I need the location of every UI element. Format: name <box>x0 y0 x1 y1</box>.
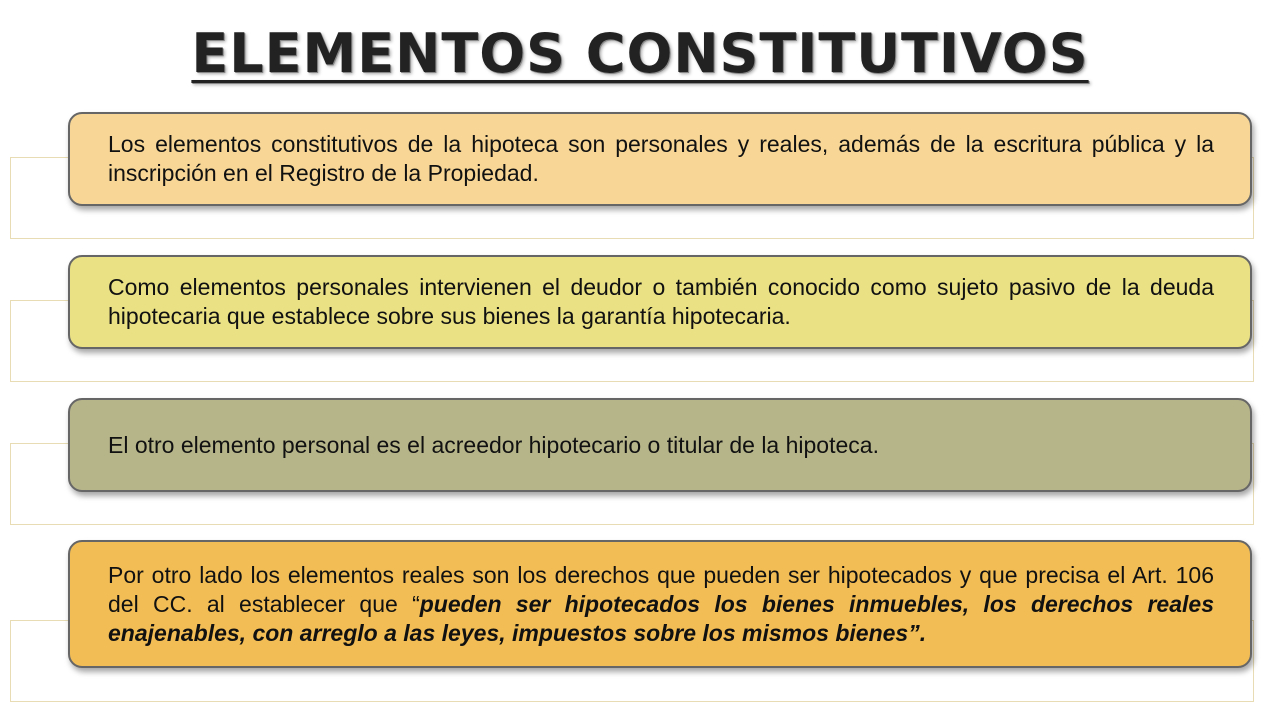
text-box-4-quote: pueden ser hipotecados los bienes inmuebles, los derechos reales enajenables, con arreglo a las leyes, impuestos sobre los mismos bienes”. <box>108 590 1214 646</box>
text-box-3 <box>68 398 1252 492</box>
text-box-4-content <box>108 561 1214 648</box>
slide-title: ELEMENTOS CONSTITUTIVOS <box>191 22 1089 85</box>
text-box-1-content: Los elementos constitutivos de la hipoteca son personales y reales, además de la escritura pública y la inscripción en el Registro de la Propiedad. <box>108 131 1214 186</box>
text-box-4-plain: Por otro lado los elementos reales son los derechos que pueden ser hipotecados y que precisa el Art. 106 del CC. al establecer que “ <box>108 561 1214 617</box>
slide-title-container <box>0 22 1280 85</box>
text-box-2-content: Como elementos personales intervienen el deudor o también conocido como sujeto pasivo de la deuda hipotecaria que establece sobre sus bienes la garantía hipotecaria. <box>108 274 1214 329</box>
text-box-4 <box>68 540 1252 668</box>
text-box-3-content: El otro elemento personal es el acreedor hipotecario o titular de la hipoteca. <box>108 431 879 458</box>
text-box-2 <box>68 255 1252 349</box>
text-box-1 <box>68 112 1252 206</box>
